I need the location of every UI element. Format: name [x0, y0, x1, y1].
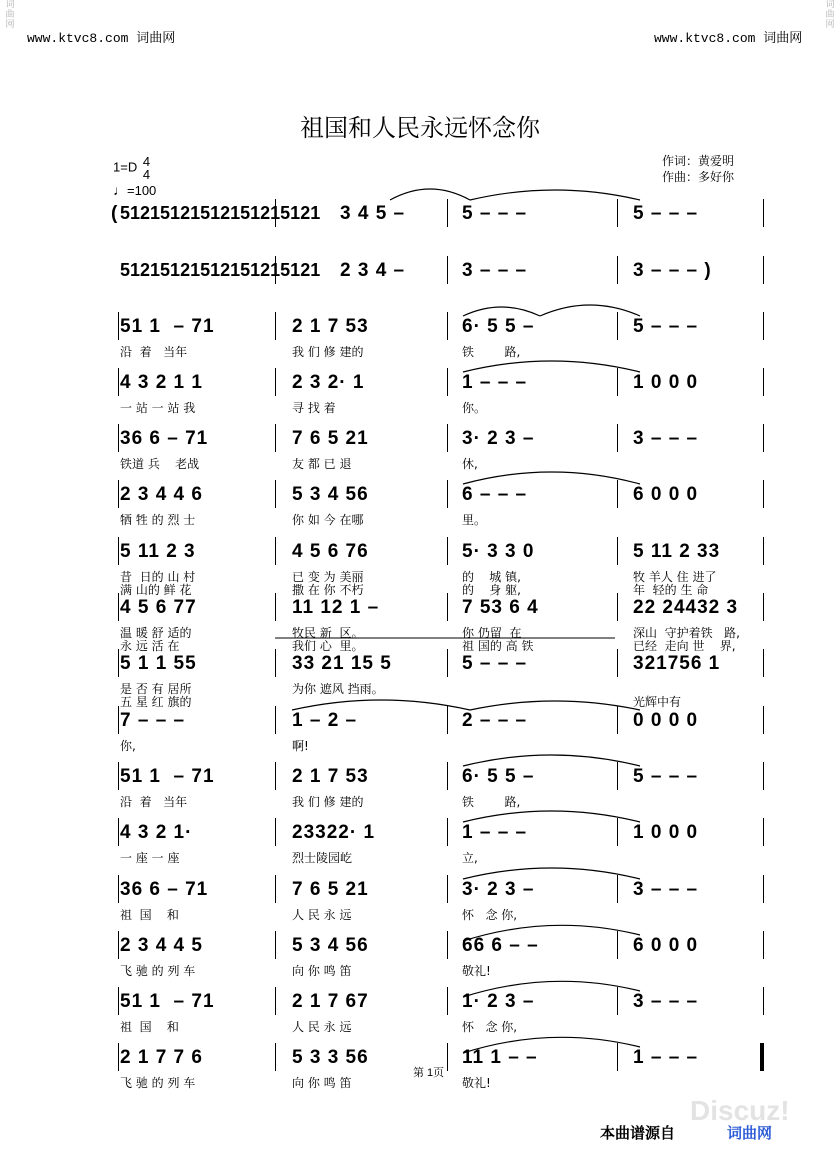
bar-line — [275, 368, 276, 396]
lyric-text: 你 仍留 在 — [462, 626, 522, 640]
bar-line — [447, 762, 448, 790]
measure-notes: 36 6 – 71 — [120, 428, 209, 449]
lyric-text: 祖 国 和 — [120, 1020, 179, 1034]
measure-notes: 3 4 5 – — [340, 203, 406, 224]
bar-line — [447, 818, 448, 846]
lyric-text: 啊! — [292, 739, 309, 753]
slur-arc — [390, 189, 470, 200]
bar-line — [447, 199, 448, 227]
header-right-url[interactable]: www.ktvc8.com 词曲网 — [654, 31, 803, 46]
bar-line — [447, 368, 448, 396]
bar-line — [617, 875, 618, 903]
bar-line — [763, 537, 764, 565]
lyric-text: 敬礼! — [462, 964, 491, 978]
bar-line — [617, 593, 618, 621]
measure-notes: 4 5 6 77 — [120, 597, 197, 618]
lyric-text: 是 否 有 居所 — [120, 682, 192, 696]
bar-line — [763, 480, 764, 508]
bar-line — [118, 649, 119, 677]
lyric-text: 光辉中有 — [633, 695, 682, 709]
lyric-text: 深山 守护着铁 路, — [633, 626, 740, 640]
intro-paren: ( — [111, 203, 119, 224]
bar-line — [617, 424, 618, 452]
bar-line — [275, 312, 276, 340]
bar-line — [118, 875, 119, 903]
lyric-text: 我 们 修 建的 — [292, 345, 364, 359]
tempo-value: =100 — [127, 183, 157, 198]
slur-arc — [463, 868, 640, 879]
quarter-note-icon: ♩ — [113, 182, 127, 198]
slur-arc — [470, 701, 640, 710]
lyric-text: 祖 国的 高 铁 — [462, 639, 534, 653]
lyric-text: 温 暖 舒 适的 — [120, 626, 192, 640]
measure-notes: 22 24432 3 — [633, 597, 739, 618]
bar-line — [275, 987, 276, 1015]
measure-notes: 23322· 1 — [292, 822, 376, 843]
final-bar-line — [760, 1043, 763, 1071]
lyric-text: 里。 — [462, 513, 487, 527]
bar-line — [617, 931, 618, 959]
measure-notes: 51 1 – 71 — [120, 766, 215, 787]
measure-notes: 3 – – – — [633, 428, 699, 449]
measure-notes: 11 1 – – — [462, 1047, 538, 1068]
measure-notes: 2 1 7 7 6 — [120, 1047, 203, 1068]
measure-notes: 36 6 – 71 — [120, 879, 209, 900]
bar-line — [118, 368, 119, 396]
lyric-text: 昔 日的 山 村 — [120, 570, 196, 584]
measure-notes: 4 3 2 1 1 — [120, 372, 203, 393]
measure-notes: 3· 2 3 – — [462, 428, 535, 449]
measure-notes: 5 – – – — [633, 766, 699, 787]
measure-notes: 1 – – – — [633, 1047, 699, 1068]
measure-notes: 5 11 2 33 — [633, 541, 721, 562]
side-watermark-right: 词 曲 网 — [825, 0, 835, 30]
bar-line — [447, 256, 448, 284]
bar-line — [275, 424, 276, 452]
bar-line — [447, 987, 448, 1015]
bar-line — [763, 368, 764, 396]
bar-line — [447, 424, 448, 452]
measure-notes: 7 53 6 4 — [462, 597, 539, 618]
lyric-text: 我 们 修 建的 — [292, 795, 364, 809]
measure-notes: 321756 1 — [633, 653, 721, 674]
lyric-text: 已经 走向 世 界, — [633, 639, 736, 653]
slur-arc — [463, 811, 640, 822]
bar-line — [118, 593, 119, 621]
credits — [662, 153, 734, 185]
composer: 作曲：多好你 — [662, 170, 735, 184]
lyric-text: 撒 在 你 不朽 — [292, 583, 364, 597]
bar-line — [617, 818, 618, 846]
lyric-text: 年 轻的 生 命 — [633, 583, 709, 597]
lyric-text: 你, — [120, 739, 136, 753]
bar-line — [118, 312, 119, 340]
bar-line — [617, 987, 618, 1015]
measure-notes: 51215121512151215121 — [120, 203, 321, 223]
bar-line — [275, 931, 276, 959]
bar-line — [275, 1043, 276, 1071]
bar-line — [617, 256, 618, 284]
bar-line — [275, 706, 276, 734]
measure-notes: 5 – – – — [462, 203, 528, 224]
footer-brand-link[interactable]: 词曲网 — [727, 1125, 773, 1142]
bar-line — [275, 818, 276, 846]
bar-line — [447, 312, 448, 340]
lyric-text: 一 座 一 座 — [120, 851, 180, 865]
lyric-text: 飞 驰 的 列 车 — [120, 964, 196, 978]
lyric-text: 沿 着 当年 — [120, 795, 188, 809]
bar-line — [617, 312, 618, 340]
lyric-text: 为你 遮风 挡雨。 — [292, 682, 384, 696]
measure-notes: 7 6 5 21 — [292, 428, 369, 449]
slur-arc — [540, 305, 640, 316]
lyric-text: 你。 — [462, 401, 487, 415]
measure-notes: 1 – – – — [462, 822, 528, 843]
measure-notes: 51 1 – 71 — [120, 316, 215, 337]
measure-notes: 6 – – – — [462, 484, 528, 505]
bar-line — [763, 987, 764, 1015]
measure-notes: 6 0 0 0 — [633, 484, 699, 505]
lyric-text: 五 星 红 旗的 — [120, 695, 192, 709]
bar-line — [447, 1043, 448, 1071]
lyric-text: 敬礼! — [462, 1076, 491, 1090]
bar-line — [447, 875, 448, 903]
footer-source — [600, 1122, 772, 1143]
lyric-text: 的 城 镇, — [462, 570, 521, 584]
bar-line — [447, 706, 448, 734]
measure-notes: 7 6 5 21 — [292, 879, 369, 900]
slur-arc — [463, 472, 640, 484]
measure-notes: 5 11 2 3 — [120, 541, 196, 562]
bar-line — [763, 706, 764, 734]
measure-notes: 7 – – – — [120, 710, 186, 731]
lyric-text: 向 你 鸣 笛 — [292, 964, 352, 978]
key-label: 1=D — [113, 159, 138, 175]
measure-notes: 4 5 6 76 — [292, 541, 369, 562]
page-number: 第 1页 — [413, 1067, 445, 1079]
lyric-text: 已 变 为 美丽 — [292, 570, 364, 584]
bar-line — [118, 818, 119, 846]
measure-notes: 3 – – – — [633, 879, 699, 900]
measure-notes: 2 3 4 4 5 — [120, 935, 203, 956]
bar-line — [118, 537, 119, 565]
slur-arc — [292, 700, 470, 710]
lyric-text: 怀 念 你, — [462, 1020, 518, 1034]
measure-notes: 5 – – – — [462, 653, 528, 674]
lyric-text: 你 如 今 在哪 — [292, 513, 364, 527]
measure-notes: 33 21 15 5 — [292, 653, 392, 674]
song-title: 祖国和人民永远怀念你 — [300, 114, 540, 142]
bar-line — [763, 762, 764, 790]
measure-notes: 2 – – – — [462, 710, 528, 731]
slur-arc — [470, 190, 640, 200]
measure-notes: 3 – – – — [462, 260, 528, 281]
measure-notes: 66 6 – – — [462, 935, 539, 956]
time-top: 4 — [142, 154, 151, 169]
bar-line — [763, 312, 764, 340]
bar-line — [275, 875, 276, 903]
measure-notes: 1 0 0 0 — [633, 822, 699, 843]
lyric-text: 立, — [462, 851, 478, 865]
measure-notes: 1· 2 3 – — [462, 991, 535, 1012]
bar-line — [617, 537, 618, 565]
bar-line — [275, 649, 276, 677]
bar-line — [617, 649, 618, 677]
bar-line — [617, 762, 618, 790]
bar-line — [118, 762, 119, 790]
bar-line — [275, 537, 276, 565]
lyric-text: 寻 找 着 — [292, 401, 336, 415]
bar-line — [763, 875, 764, 903]
measure-notes: 51 1 – 71 — [120, 991, 215, 1012]
measure-notes: 5 3 4 56 — [292, 484, 369, 505]
bar-line — [447, 931, 448, 959]
bar-line — [763, 1043, 764, 1071]
lyric-text: 怀 念 你, — [462, 908, 518, 922]
slur-arc — [463, 307, 540, 316]
measure-notes: 2 1 7 53 — [292, 766, 369, 787]
lyric-text: 我们 心 里。 — [292, 639, 364, 653]
bar-line — [118, 987, 119, 1015]
measure-notes: 5 – – – — [633, 203, 699, 224]
bar-line — [118, 1043, 119, 1071]
bar-line — [763, 593, 764, 621]
bar-line — [275, 762, 276, 790]
lyric-text: 铁 路, — [462, 345, 521, 359]
slur-arc — [463, 755, 640, 766]
bar-line — [118, 424, 119, 452]
measure-notes: 5 1 1 55 — [120, 653, 197, 674]
measure-notes: 5 3 4 56 — [292, 935, 369, 956]
lyric-text: 满 山的 鲜 花 — [120, 583, 192, 597]
measure-notes: 3· 2 3 – — [462, 879, 535, 900]
measure-notes: 4 3 2 1· — [120, 822, 193, 843]
measure-notes: 2 1 7 53 — [292, 316, 369, 337]
bar-line — [447, 480, 448, 508]
bar-line — [617, 368, 618, 396]
bar-line — [447, 593, 448, 621]
lyric-text: 人 民 永 远 — [292, 908, 352, 922]
bar-line — [763, 256, 764, 284]
measure-notes: 3 – – – ) — [633, 260, 712, 281]
lyric-text: 牧民 新 区。 — [292, 626, 364, 640]
measure-notes: 3 – – – — [633, 991, 699, 1012]
measure-notes: 5· 3 3 0 — [462, 541, 535, 562]
lyric-text: 铁道 兵 老战 — [120, 457, 200, 471]
bar-line — [617, 199, 618, 227]
time-bottom: 4 — [142, 167, 151, 182]
bar-line — [617, 706, 618, 734]
lyric-text: 牧 羊人 住 进了 — [633, 570, 717, 584]
discuz-watermark: Discuz! — [690, 1095, 790, 1126]
measure-notes: 5 – – – — [633, 316, 699, 337]
lyric-text: 牺 牲 的 烈 士 — [120, 513, 196, 527]
measure-notes: 2 1 7 67 — [292, 991, 369, 1012]
lyric-text: 向 你 鸣 笛 — [292, 1076, 352, 1090]
bar-line — [275, 480, 276, 508]
measure-notes: 2 3 4 4 6 — [120, 484, 203, 505]
lyric-text: 沿 着 当年 — [120, 345, 188, 359]
measure-notes: 2 3 2· 1 — [292, 372, 365, 393]
lyric-text: 一 站 一 站 我 — [120, 401, 196, 415]
lyric-text: 烈士陵园屹 — [292, 851, 353, 865]
slur-arc — [463, 361, 640, 372]
lyric-text: 永 远 活 在 — [120, 639, 180, 653]
lyric-text: 人 民 永 远 — [292, 1020, 352, 1034]
lyric-text: 铁 路, — [462, 795, 521, 809]
lyric-text: 友 都 已 退 — [292, 457, 352, 471]
measure-notes: 0 0 0 0 — [633, 710, 699, 731]
lyric-text: 休, — [462, 457, 478, 471]
header-left-url[interactable]: www.ktvc8.com 词曲网 — [27, 31, 176, 46]
bar-line — [275, 593, 276, 621]
footer-source-text: 本曲谱源自 — [600, 1125, 676, 1142]
measure-notes: 6· 5 5 – — [462, 766, 535, 787]
bar-line — [763, 199, 764, 227]
bar-line — [763, 931, 764, 959]
measure-notes: 1 0 0 0 — [633, 372, 699, 393]
bar-line — [617, 480, 618, 508]
bar-line — [118, 480, 119, 508]
bar-line — [118, 931, 119, 959]
bar-line — [447, 649, 448, 677]
measure-notes: 1 – – – — [462, 372, 528, 393]
bar-line — [447, 537, 448, 565]
measure-notes: 6· 5 5 – — [462, 316, 535, 337]
measure-notes: 1 – 2 – — [292, 710, 358, 731]
bar-line — [763, 424, 764, 452]
lyric-text: 飞 驰 的 列 车 — [120, 1076, 196, 1090]
bar-line — [118, 706, 119, 734]
bar-line — [763, 818, 764, 846]
measure-notes: 11 12 1 – — [292, 597, 380, 618]
measure-notes: 51215121512151215121 — [120, 260, 321, 280]
measure-notes: 2 3 4 – — [340, 260, 406, 281]
side-watermark-left: 词 曲 网 — [5, 0, 15, 30]
lyric-text: 的 身 躯, — [462, 583, 521, 597]
measure-notes: 5 3 3 56 — [292, 1047, 369, 1068]
key-signature — [113, 155, 156, 198]
measure-notes: 6 0 0 0 — [633, 935, 699, 956]
bar-line — [763, 649, 764, 677]
lyricist: 作词：黄爱明 — [662, 154, 735, 168]
lyric-text: 祖 国 和 — [120, 908, 179, 922]
bar-line — [617, 1043, 618, 1071]
